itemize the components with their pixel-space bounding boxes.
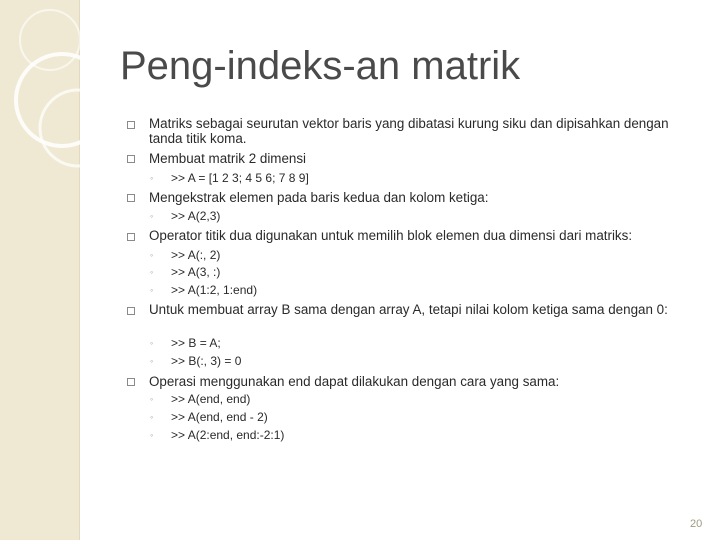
code-line: >> A = [1 2 3; 4 5 6; 7 8 9] [171, 171, 309, 185]
circle-bullet-icon: ◦ [150, 250, 154, 260]
bullet-text: Operasi menggunakan end dapat dilakukan dengan cara yang sama: [149, 374, 560, 389]
code-line: >> A(2,3) [171, 209, 221, 223]
circle-bullet-icon: ◦ [150, 356, 154, 366]
circle-bullet-icon: ◦ [150, 211, 154, 221]
code-line: >> A(2:end, end:-2:1) [171, 428, 285, 442]
circle-bullet-icon: ◦ [150, 173, 154, 183]
circle-bullet-icon: ◦ [150, 267, 154, 277]
decorative-circles [0, 0, 140, 200]
bullet-text: Untuk membuat array B sama dengan array A, tetapi nilai kolom ketiga sama dengan 0: [149, 302, 668, 317]
square-bullet-icon [127, 155, 135, 163]
code-line: >> A(end, end) [171, 392, 251, 406]
circle-bullet-icon: ◦ [150, 285, 154, 295]
bullet-text: Matriks sebagai seurutan vektor baris yang dibatasi kurung siku dan dipisahkan dengan tanda titik koma. [149, 116, 669, 146]
code-line: >> B(:, 3) = 0 [171, 354, 242, 368]
code-line: >> A(end, end - 2) [171, 410, 268, 424]
code-line: >> A(3, :) [171, 265, 221, 279]
code-line: >> B = A; [171, 336, 221, 350]
square-bullet-icon [127, 121, 135, 129]
square-bullet-icon [127, 194, 135, 202]
bullet-text: Membuat matrik 2 dimensi [149, 151, 307, 166]
bullet-text: Operator titik dua digunakan untuk memilih blok elemen dua dimensi dari matriks: [149, 228, 633, 243]
square-bullet-icon [127, 233, 135, 241]
square-bullet-icon [127, 378, 135, 386]
bullet-text: Mengekstrak elemen pada baris kedua dan kolom ketiga: [149, 190, 489, 205]
square-bullet-icon [127, 307, 135, 315]
code-line: >> A(1:2, 1:end) [171, 283, 258, 297]
circle-bullet-icon: ◦ [150, 338, 154, 348]
circle-bullet-icon: ◦ [150, 394, 154, 404]
code-line: >> A(:, 2) [171, 248, 221, 262]
slide-title: Peng-indeks-an matrik [120, 44, 521, 88]
circle-bullet-icon: ◦ [150, 430, 154, 440]
circle-bullet-icon: ◦ [150, 412, 154, 422]
page-number: 20 [690, 518, 703, 530]
